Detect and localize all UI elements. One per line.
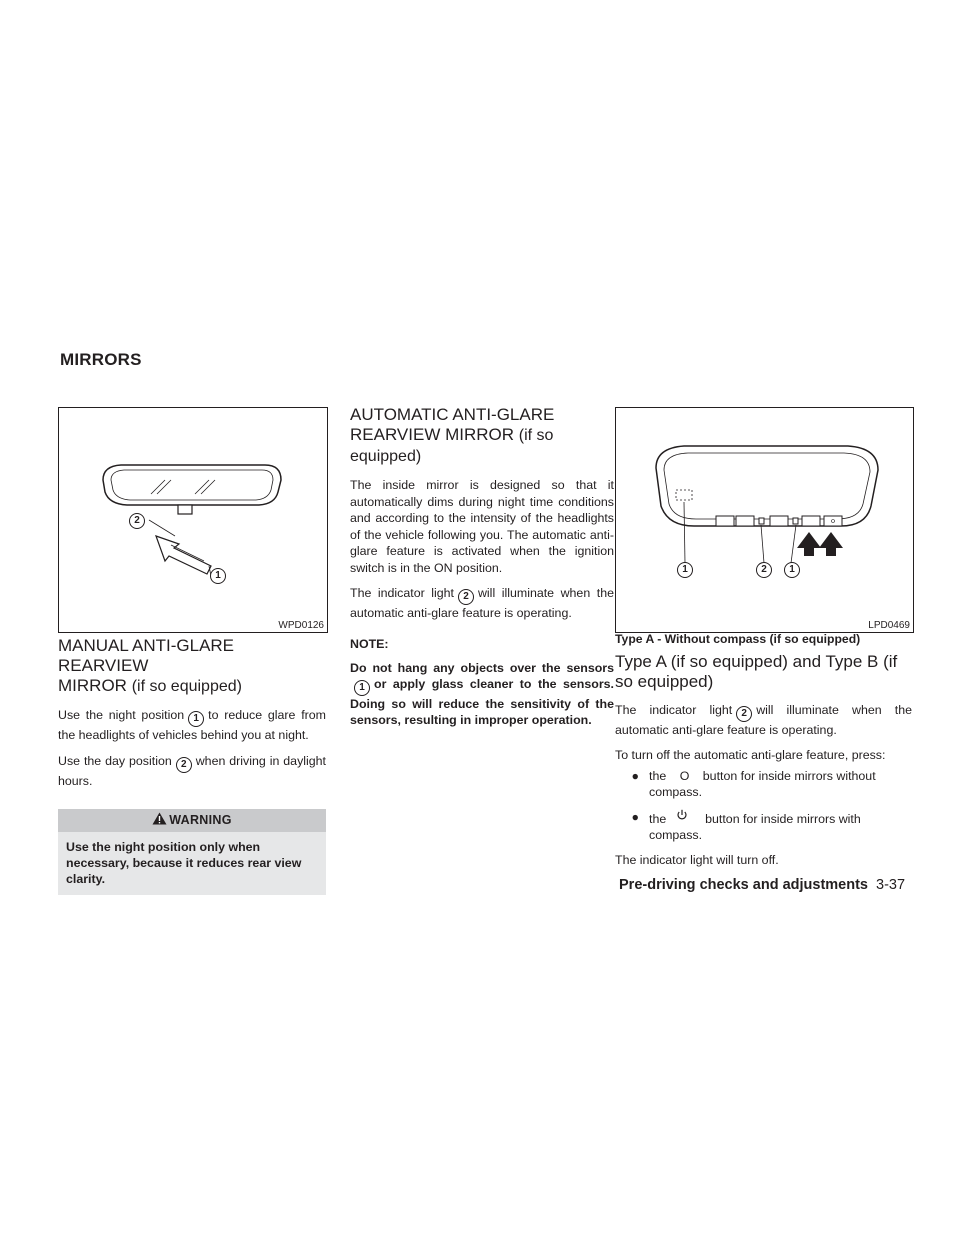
figure-manual-mirror: [58, 407, 328, 633]
text: Use the night position: [58, 708, 185, 722]
text: the: [649, 811, 667, 826]
automatic-heading: [350, 405, 614, 467]
text: Do not hang any objects over the sensors: [350, 661, 614, 675]
types-paragraph-3: The indicator light will turn off.: [615, 852, 779, 867]
text: the: [649, 768, 667, 783]
manual-heading-line2: MIRROR: [58, 676, 127, 695]
text: Use the day position: [58, 753, 172, 768]
callout-1: 1: [784, 562, 800, 578]
note-title: NOTE:: [350, 636, 389, 651]
page-footer: [619, 877, 905, 893]
types-section: [615, 631, 912, 877]
manual-heading: [58, 636, 326, 697]
text: The indicator light: [615, 702, 733, 717]
warning-icon: [152, 812, 167, 825]
manual-mirror-illustration: [59, 408, 327, 632]
types-heading: [615, 652, 912, 692]
automatic-heading-suffix: (if so equipped): [350, 427, 554, 465]
callout-2: 2: [176, 757, 192, 773]
power-icon: [676, 809, 688, 821]
text: will illuminate when the automatic anti-glare feature is operating.: [615, 702, 912, 737]
manual-heading-suffix: (if so equipped): [131, 678, 242, 695]
bullet-dot: ●: [631, 809, 639, 824]
callout-1: 1: [210, 568, 226, 584]
callout-2: 2: [736, 706, 752, 722]
o-button-symbol: O: [679, 768, 690, 783]
text: or apply glass cleaner to the sensors. Doing so will reduce the sensitivity of the sensors, resulting in improper operation.: [350, 677, 614, 727]
callout-2: 2: [458, 589, 474, 605]
warning-box: [58, 809, 326, 895]
callout-2: 2: [129, 513, 145, 529]
automatic-section: [350, 405, 614, 737]
types-heading-line1: Type A (if so equipped) and Type B (if: [615, 651, 898, 671]
note-text: [350, 660, 614, 728]
text: button for inside mirrors without compass.: [649, 768, 876, 799]
auto-mirror-illustration: [616, 408, 913, 632]
warning-text: Use the night position only when necessary, because it reduces rear view clarity.: [58, 832, 326, 895]
figure-caption: Type A - Without compass (if so equipped): [615, 632, 861, 646]
footer-title: Pre-driving checks and adjustments: [619, 877, 868, 893]
types-paragraph-1: [615, 702, 912, 739]
text: to reduce glare from the headlights of vehicles behind you at night.: [58, 708, 326, 742]
text: when driving in daylight hours.: [58, 753, 326, 788]
text: button for inside mirrors with compass.: [649, 811, 861, 842]
bullet-with-compass: [615, 809, 912, 844]
manual-paragraph-2: [58, 753, 326, 790]
callout-2: 2: [756, 562, 772, 578]
automatic-heading-line2: REARVIEW MIRROR: [350, 425, 515, 444]
bullet-text: [649, 809, 912, 844]
bullet-without-compass: [615, 768, 912, 801]
bullet-text: [649, 768, 912, 801]
manual-heading-line1: MANUAL ANTI-GLARE REARVIEW: [58, 636, 235, 675]
section-title: MIRRORS: [60, 350, 142, 369]
types-paragraph-2: To turn off the automatic anti-glare feature, press:: [615, 748, 886, 762]
warning-header: [58, 809, 326, 832]
automatic-paragraph-1: The inside mirror is designed so that it automatically dims during night time conditions and according to the intensity of the headlights of the vehicle following you. The automatic anti-glare feature is activated when the ignition switch is in the ON position.: [350, 478, 614, 575]
callout-1: 1: [188, 711, 204, 727]
figure-auto-mirror: [615, 407, 914, 633]
manual-paragraph-1: [58, 707, 326, 744]
figure-code: WPD0126: [278, 620, 324, 631]
text: The indicator light: [350, 586, 454, 600]
callout-1: 1: [354, 680, 370, 696]
text: will illuminate when the automatic anti-glare feature is operating.: [350, 586, 614, 620]
automatic-paragraph-2: [350, 585, 614, 622]
types-heading-line2: so equipped): [615, 671, 714, 691]
callout-1: 1: [677, 562, 693, 578]
manual-section: [58, 636, 326, 895]
automatic-heading-line1: AUTOMATIC ANTI-GLARE: [350, 405, 555, 424]
bullet-dot: ●: [631, 768, 639, 783]
page-number: 3-37: [876, 877, 906, 893]
figure-code: LPD0469: [868, 620, 910, 631]
warning-title: WARNING: [169, 813, 232, 827]
